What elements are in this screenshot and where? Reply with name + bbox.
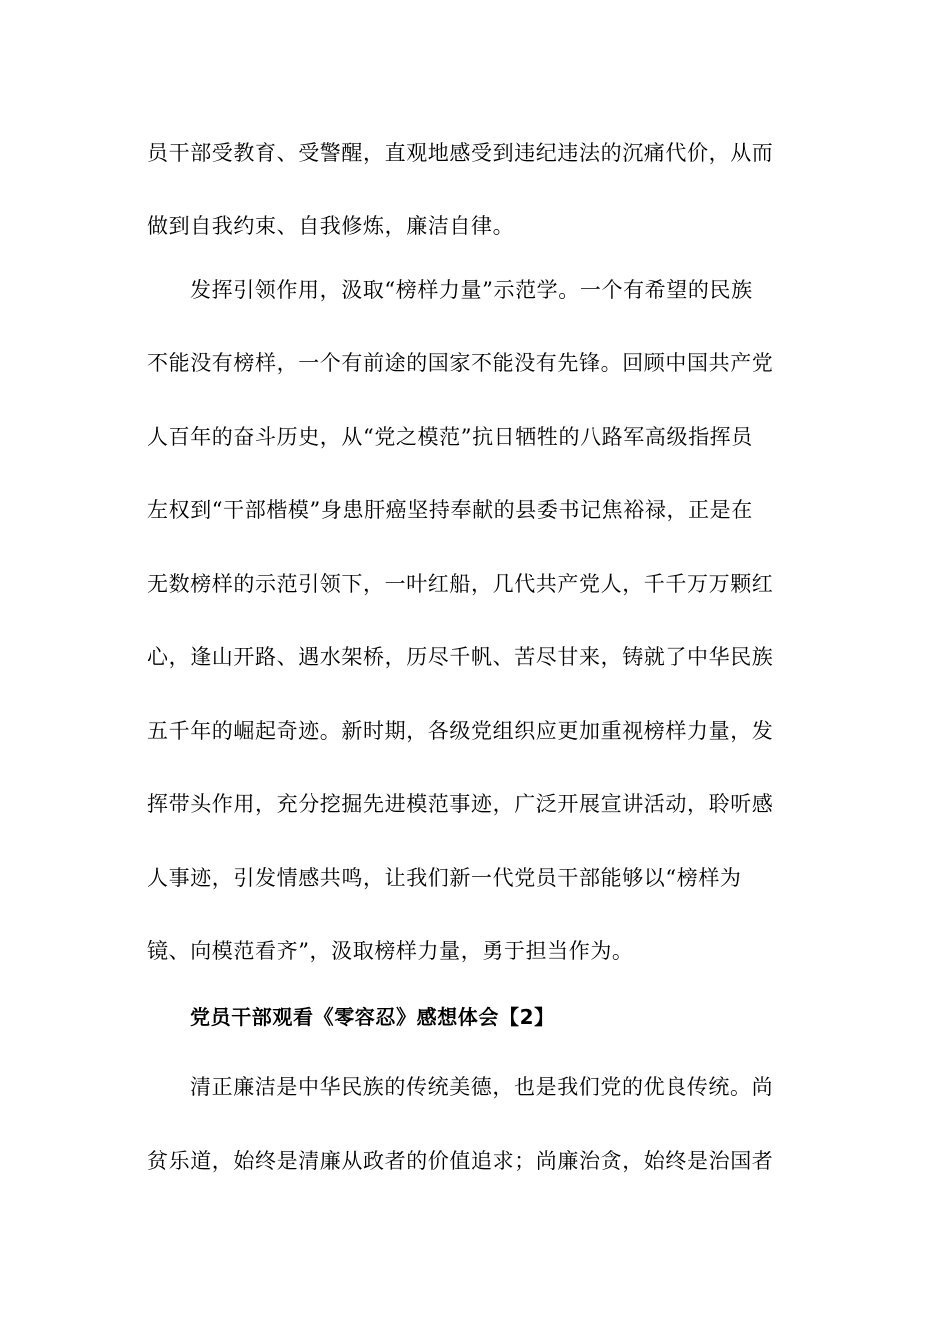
text-line: 做到自我约束、自我修炼，廉洁自律。 <box>147 214 515 238</box>
text-line: 人百年的奋斗历史，从“党之模范”抗日牺牲的八路军高级指挥员 <box>147 425 753 449</box>
text-line: 清正廉洁是中华民族的传统美德，也是我们党的优良传统。尚 <box>190 1075 774 1099</box>
text-line: 镜、向模范看齐”，汲取榜样力量，勇于担当作为。 <box>147 939 634 963</box>
section-heading: 党员干部观看《零容忍》感想体会【2】 <box>190 1005 555 1029</box>
text-line: 无数榜样的示范引领下，一叶红船，几代共产党人，千千万万颗红 <box>147 572 774 596</box>
text-line: 贫乐道，始终是清廉从政者的价值追求；尚廉治贪，始终是治国者 <box>147 1149 774 1173</box>
text-line: 心，逢山开路、遇水架桥，历尽千帆、苦尽甘来，铸就了中华民族 <box>147 645 774 669</box>
text-line: 挥带头作用，充分挖掘先进模范事迹，广泛开展宣讲活动，聆听感 <box>147 792 774 816</box>
text-line: 左权到“干部楷模”身患肝癌坚持奉献的县委书记焦裕禄，正是在 <box>147 498 753 522</box>
text-line: 人事迹，引发情感共鸣，让我们新一代党员干部能够以“榜样为 <box>147 866 742 890</box>
text-line: 不能没有榜样，一个有前途的国家不能没有先锋。回顾中国共产党 <box>147 351 774 375</box>
text-line: 发挥引领作用，汲取“榜样力量”示范学。一个有希望的民族 <box>190 278 753 302</box>
text-line: 五千年的崛起奇迹。新时期，各级党组织应更加重视榜样力量，发 <box>147 719 774 743</box>
text-line: 员干部受教育、受警醒，直观地感受到违纪违法的沉痛代价，从而 <box>147 141 774 165</box>
